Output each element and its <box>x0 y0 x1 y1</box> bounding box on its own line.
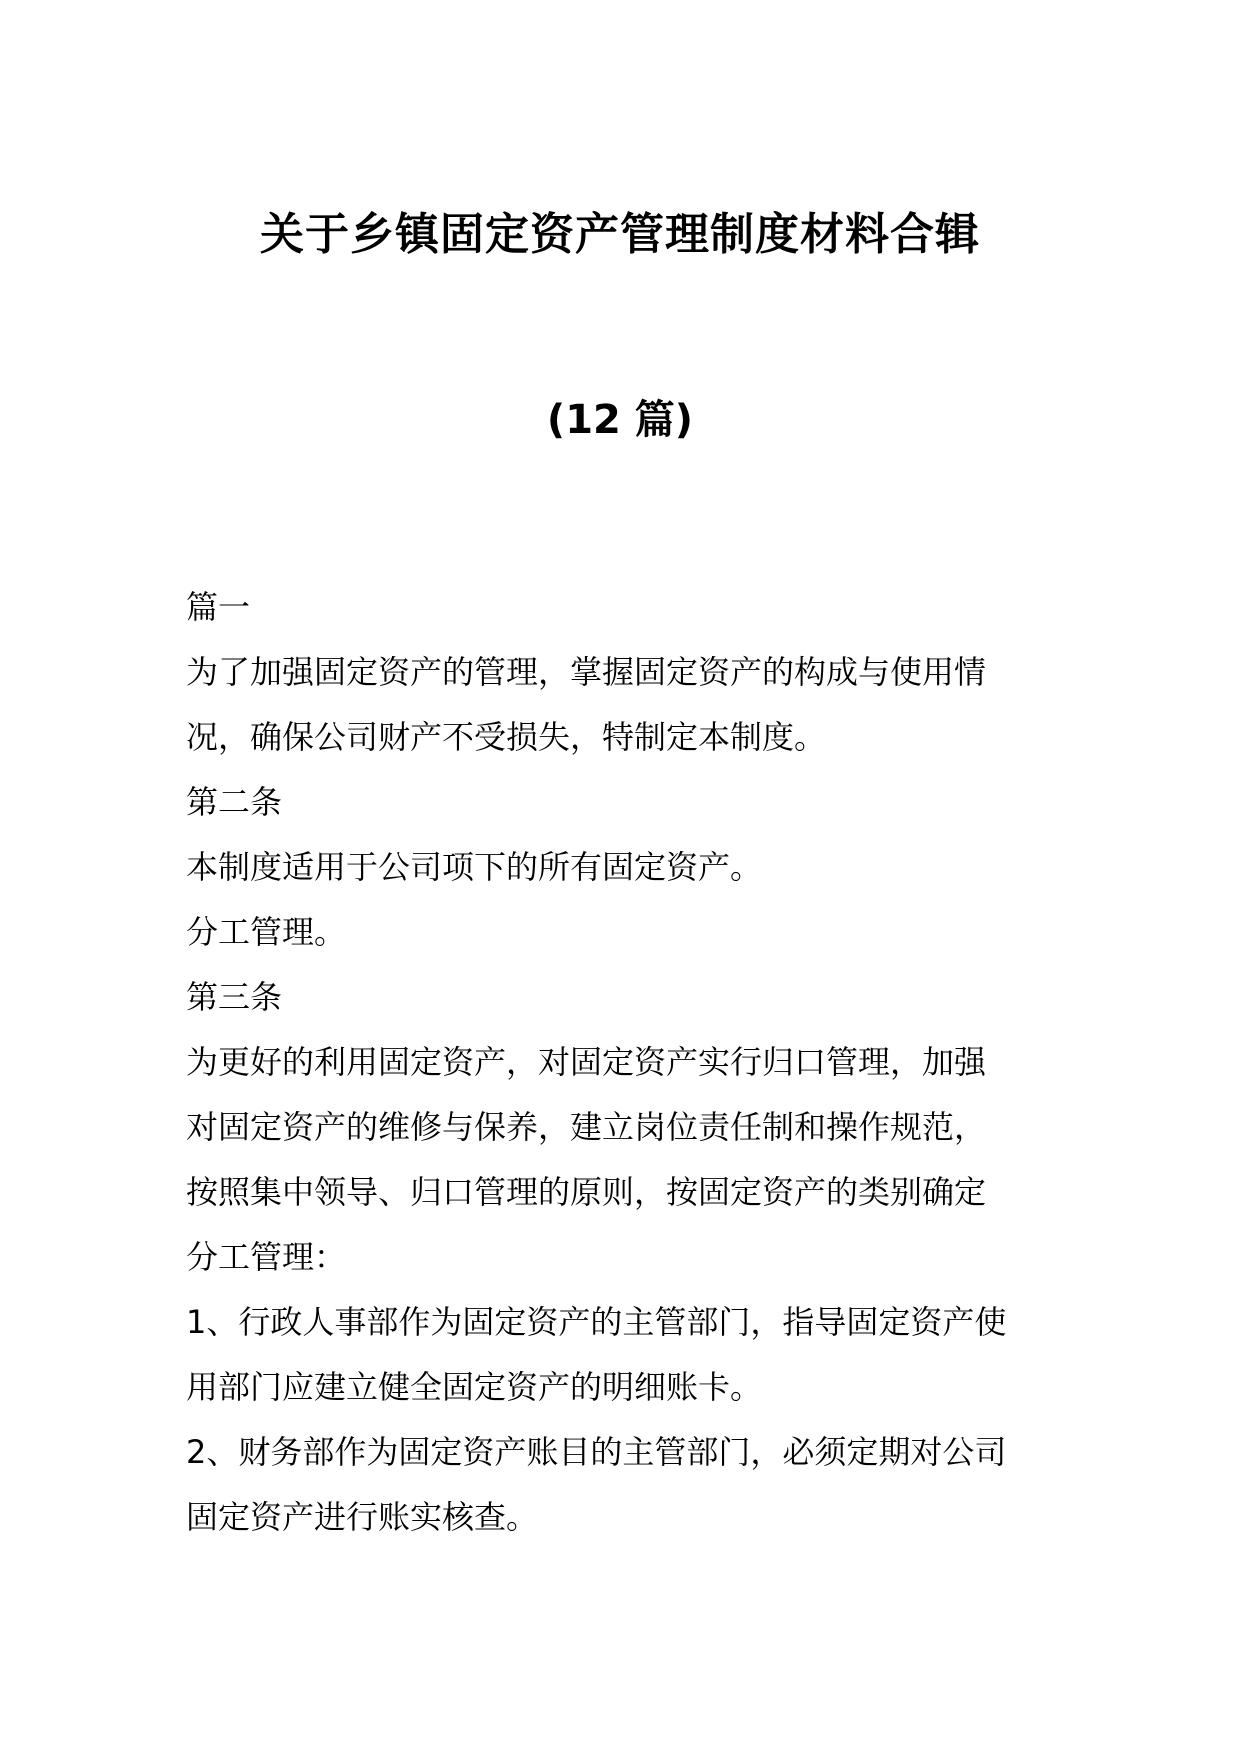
paragraph-line: 为更好的利用固定资产，对固定资产实行归口管理，加强 <box>186 1043 987 1081</box>
paragraph-line: 分工管理。 <box>186 913 347 951</box>
list-item-line: 用部门应建立健全固定资产的明细账卡。 <box>186 1368 763 1406</box>
paragraph-line: 分工管理： <box>186 1238 347 1276</box>
article-heading: 第二条 <box>186 783 283 821</box>
article-heading: 第三条 <box>186 978 283 1016</box>
document-title: 关于乡镇固定资产管理制度材料合辑 <box>260 209 980 260</box>
paragraph-line: 对固定资产的维修与保养，建立岗位责任制和操作规范， <box>186 1108 987 1146</box>
list-item-line: 2、财务部作为固定资产账目的主管部门，必须定期对公司 <box>186 1433 1007 1471</box>
list-item-line: 固定资产进行账实核查。 <box>186 1498 539 1536</box>
paragraph-line: 为了加强固定资产的管理，掌握固定资产的构成与使用情 <box>186 653 987 691</box>
list-item-line: 1、行政人事部作为固定资产的主管部门，指导固定资产使 <box>186 1303 1007 1341</box>
document-body <box>186 575 1066 1550</box>
paragraph-line: 本制度适用于公司项下的所有固定资产。 <box>186 848 763 886</box>
paragraph-line: 按照集中领导、归口管理的原则，按固定资产的类别确定 <box>186 1173 987 1211</box>
document-subtitle: (12 篇) <box>546 397 694 443</box>
paragraph-line: 况，确保公司财产不受损失，特制定本制度。 <box>186 718 827 756</box>
section-heading: 篇一 <box>186 588 251 626</box>
